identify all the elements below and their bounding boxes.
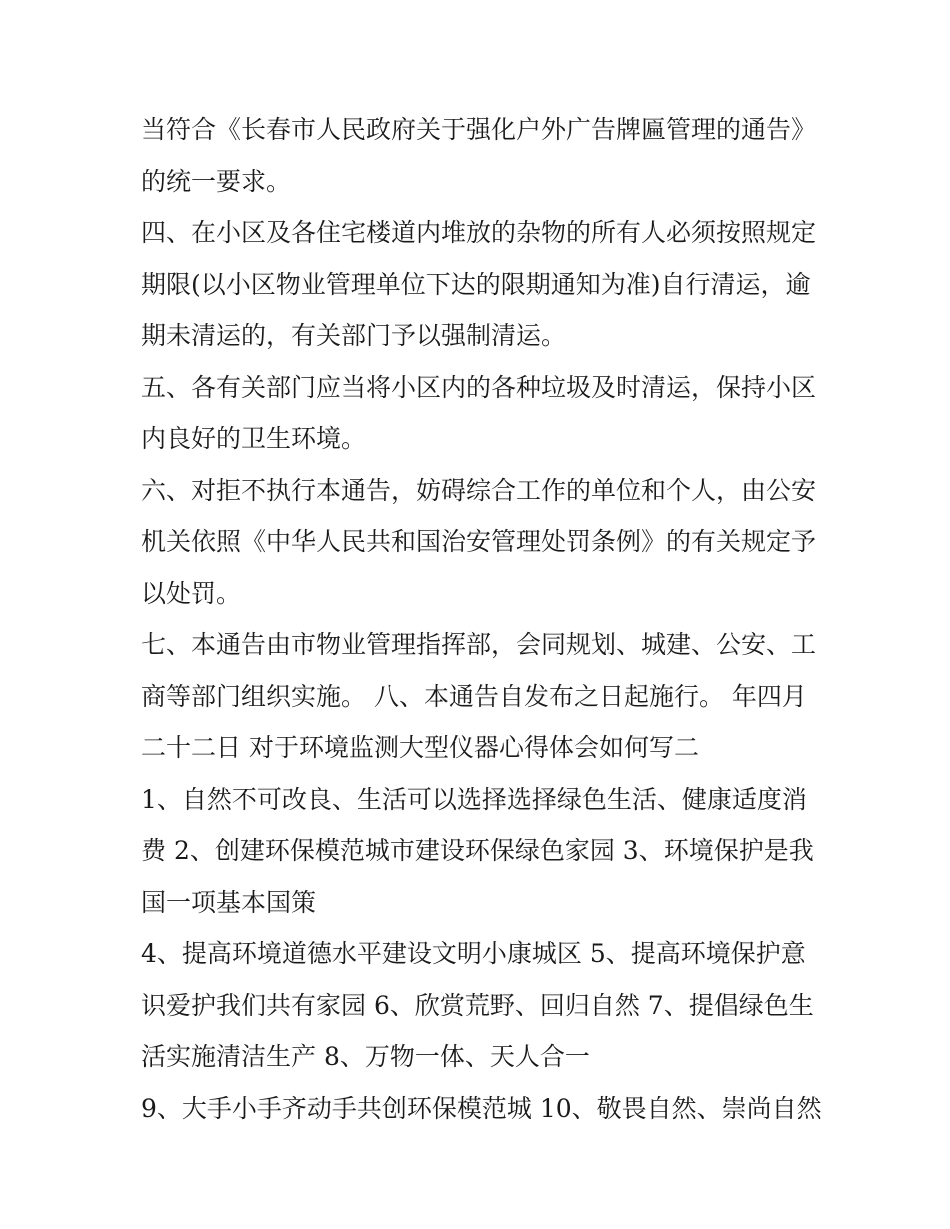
- text-line: 1、自然不可改良、生活可以选择选择绿色生活、健康适度消: [141, 784, 807, 814]
- text-line: 当符合《长春市人民政府关于强化户外广告牌匾管理的通告》: [141, 115, 817, 144]
- text-line: 内良好的卫生环境。: [141, 424, 367, 453]
- text-line: 二十二日 对于环境监测大型仪器心得体会如何写二: [141, 733, 699, 762]
- text-line: 期限(以小区物业管理单位下达的限期通知为准)自行清运，逾: [141, 269, 811, 299]
- text-line: 机关依照《中华人民共和国治安管理处罚条例》的有关规定予: [141, 527, 817, 556]
- text-line: 识爱护我们共有家园 6、欣赏荒野、回归自然 7、提倡绿色生: [141, 990, 814, 1020]
- text-line: 四、在小区及各住宅楼道内堆放的杂物的所有人必须按照规定: [141, 218, 817, 247]
- text-line: 六、对拒不执行本通告，妨碍综合工作的单位和个人，由公安: [141, 475, 817, 505]
- text-line: 国一项基本国策: [141, 887, 317, 917]
- text-line: 五、各有关部门应当将小区内的各种垃圾及时清运，保持小区: [141, 372, 817, 402]
- text-line: 商等部门组织实施。 八、本通告自发布之日起施行。 年四月: [141, 681, 807, 711]
- text-line: 费 2、创建环保模范城市建设环保绿色家园 3、环境保护是我: [141, 836, 814, 865]
- text-line: 9、大手小手齐动手共创环保模范城 10、敬畏自然、崇尚自然: [141, 1093, 822, 1123]
- document-body: [141, 104, 821, 1134]
- text-line: 4、提高环境道德水平建设文明小康城区 5、提高环境保护意: [141, 939, 806, 968]
- text-line: 以处罚。: [141, 578, 242, 608]
- text-line: 七、本通告由市物业管理指挥部，会同规划、城建、公安、工: [141, 630, 817, 659]
- text-line: 期未清运的，有关部门予以强制清运。: [141, 321, 567, 350]
- text-line: 的统一要求。: [141, 166, 292, 196]
- text-line: 活实施清洁生产 8、万物一体、天人合一: [141, 1042, 590, 1071]
